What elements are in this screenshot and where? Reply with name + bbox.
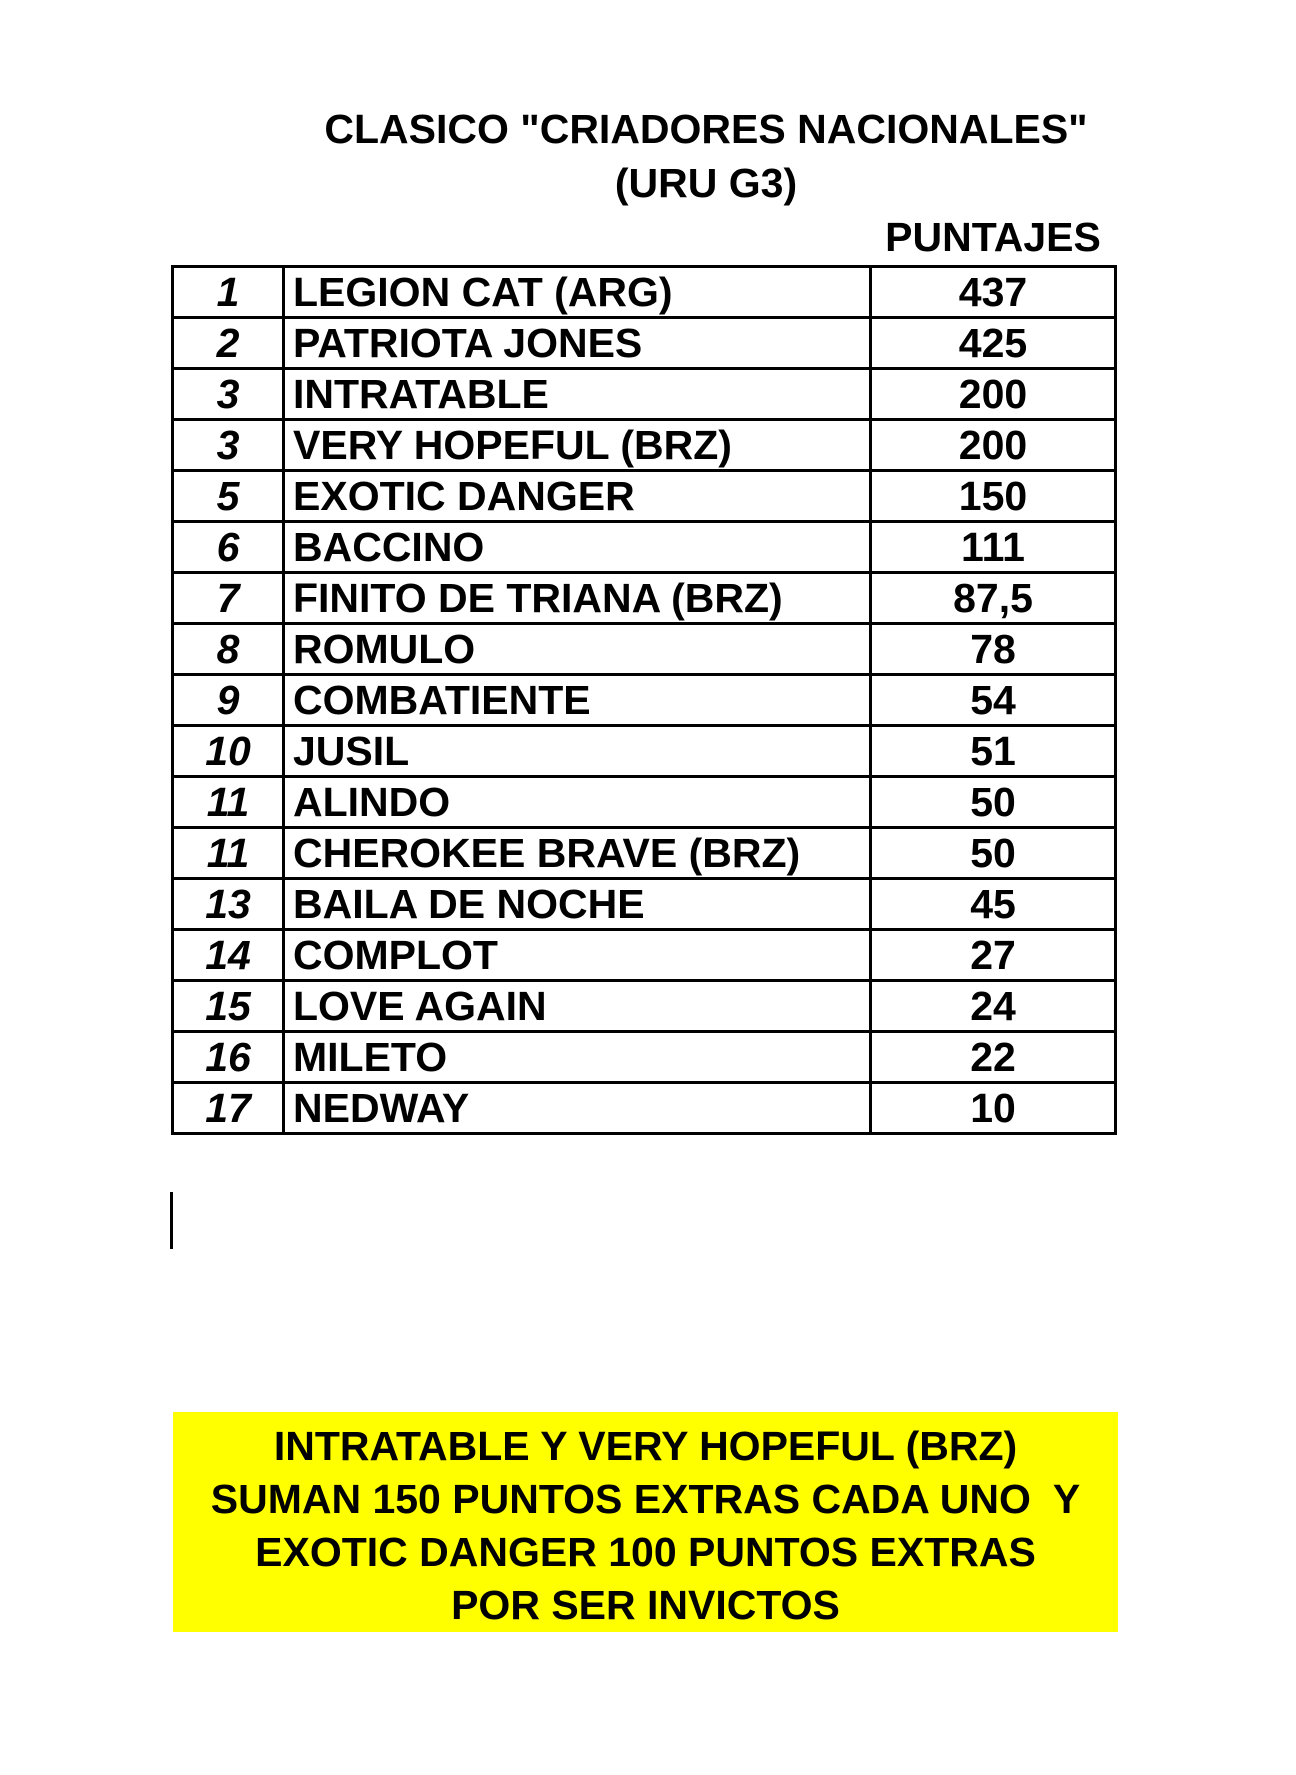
points-column-header: PUNTAJES: [885, 214, 1101, 260]
row-horse-name: VERY HOPEFUL (BRZ): [284, 420, 871, 471]
row-points: 45: [871, 879, 1116, 930]
table-row: [173, 420, 1116, 471]
row-position: 1: [173, 267, 284, 318]
row-horse-name: BACCINO: [284, 522, 871, 573]
row-horse-name: COMBATIENTE: [284, 675, 871, 726]
row-points: 27: [871, 930, 1116, 981]
row-points: 111: [871, 522, 1116, 573]
row-position: 17: [173, 1083, 284, 1134]
row-position: 9: [173, 675, 284, 726]
row-horse-name: JUSIL: [284, 726, 871, 777]
row-points: 10: [871, 1083, 1116, 1134]
page-title: CLASICO "CRIADORES NACIONALES": [324, 106, 1088, 152]
table-row: [173, 471, 1116, 522]
row-horse-name: NEDWAY: [284, 1083, 871, 1134]
note-line: POR SER INVICTOS: [451, 1582, 840, 1628]
table-row: [173, 777, 1116, 828]
row-position: 13: [173, 879, 284, 930]
row-horse-name: ROMULO: [284, 624, 871, 675]
row-position: 16: [173, 1032, 284, 1083]
row-points: 150: [871, 471, 1116, 522]
row-position: 8: [173, 624, 284, 675]
table-row: [173, 369, 1116, 420]
row-points: 51: [871, 726, 1116, 777]
table-row: [173, 318, 1116, 369]
row-horse-name: COMPLOT: [284, 930, 871, 981]
table-row: [173, 522, 1116, 573]
table-tail-line: [170, 1192, 173, 1249]
row-position: 11: [173, 777, 284, 828]
table-row: [173, 726, 1116, 777]
row-horse-name: BAILA DE NOCHE: [284, 879, 871, 930]
note-line: INTRATABLE Y VERY HOPEFUL (BRZ): [273, 1423, 1018, 1469]
row-horse-name: LOVE AGAIN: [284, 981, 871, 1032]
row-points: 200: [871, 420, 1116, 471]
table-row: [173, 981, 1116, 1032]
table-row: [173, 1032, 1116, 1083]
row-position: 15: [173, 981, 284, 1032]
table-row: [173, 267, 1116, 318]
row-points: 22: [871, 1032, 1116, 1083]
row-points: 200: [871, 369, 1116, 420]
row-points: 437: [871, 267, 1116, 318]
row-position: 11: [173, 828, 284, 879]
table-row: [173, 1083, 1116, 1134]
row-position: 6: [173, 522, 284, 573]
row-horse-name: ALINDO: [284, 777, 871, 828]
row-position: 14: [173, 930, 284, 981]
row-points: 24: [871, 981, 1116, 1032]
row-horse-name: PATRIOTA JONES: [284, 318, 871, 369]
row-position: 2: [173, 318, 284, 369]
row-position: 5: [173, 471, 284, 522]
table-row: [173, 930, 1116, 981]
row-horse-name: CHEROKEE BRAVE (BRZ): [284, 828, 871, 879]
results-table: [171, 265, 1117, 1135]
unbeaten-bonus-note: [173, 1412, 1118, 1632]
table-row: [173, 879, 1116, 930]
row-points: 87,5: [871, 573, 1116, 624]
row-position: 7: [173, 573, 284, 624]
row-points: 425: [871, 318, 1116, 369]
row-horse-name: LEGION CAT (ARG): [284, 267, 871, 318]
note-line: EXOTIC DANGER 100 PUNTOS EXTRAS: [255, 1529, 1036, 1575]
row-horse-name: EXOTIC DANGER: [284, 471, 871, 522]
row-horse-name: INTRATABLE: [284, 369, 871, 420]
row-horse-name: MILETO: [284, 1032, 871, 1083]
table-row: [173, 573, 1116, 624]
table-row: [173, 828, 1116, 879]
row-position: 10: [173, 726, 284, 777]
table-row: [173, 675, 1116, 726]
row-position: 3: [173, 420, 284, 471]
table-row: [173, 624, 1116, 675]
row-points: 50: [871, 777, 1116, 828]
row-position: 3: [173, 369, 284, 420]
results-table-body: [173, 267, 1116, 1134]
row-points: 54: [871, 675, 1116, 726]
row-points: 50: [871, 828, 1116, 879]
note-line: SUMAN 150 PUNTOS EXTRAS CADA UNO Y: [210, 1476, 1081, 1522]
page-subtitle: (URU G3): [614, 160, 798, 206]
row-horse-name: FINITO DE TRIANA (BRZ): [284, 573, 871, 624]
row-points: 78: [871, 624, 1116, 675]
